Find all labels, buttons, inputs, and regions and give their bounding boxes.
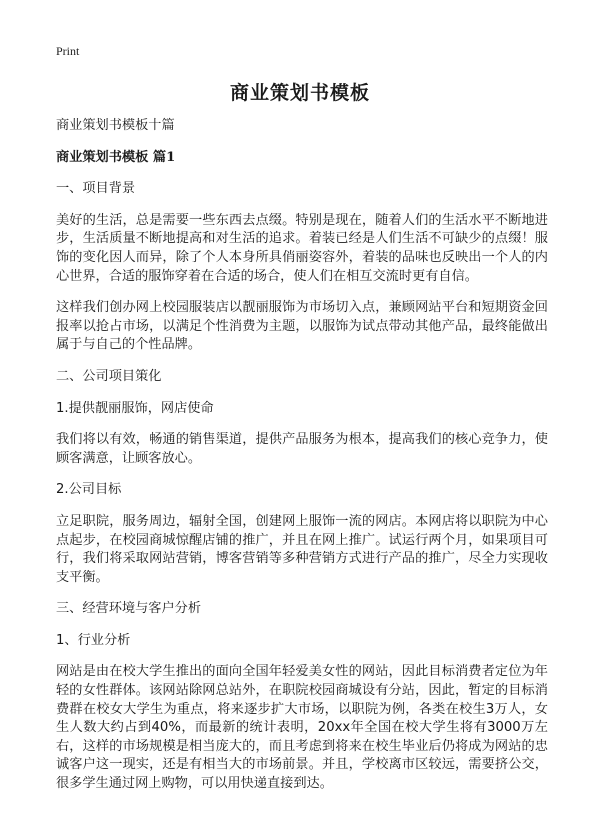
- section-title: 商业策划书模板 篇1: [56, 149, 176, 165]
- paragraph: 这样我们创办网上校园服装店以靓丽服饰为市场切入点，兼顾网站平台和短期资金回报率以抢占市场，以满足个性消费为主题，以服饰为试点带动其他产品，最终能做出属于与自己的个性品牌。: [56, 300, 548, 353]
- heading-store-mission: 1.提供靓丽服饰，网店使命: [56, 400, 214, 416]
- paragraph: 立足职院，服务周边，辐射全国，创建网上服饰一流的网店。本网店将以职院为中心点起步，在校园商城惊醒店铺的推广，并且在网上推广。试运行两个月，如果项目可行，我们将采取网站营销，博客营销等多种营销方式进行产品的推广，尽全力实现收支平衡。: [56, 513, 548, 585]
- heading-company-goals: 2.公司目标: [56, 482, 122, 498]
- heading-company-planning: 二、公司项目策化: [56, 368, 162, 384]
- heading-project-background: 一、项目背景: [56, 181, 136, 197]
- document-body: [56, 117, 548, 794]
- paragraph: 我们将以有效，畅通的销售渠道，提供产品服务为根本，提高我们的核心竞争力，使顾客满意，让顾客放心。: [56, 432, 548, 466]
- heading-industry-analysis: 1、行业分析: [56, 632, 131, 648]
- paragraph: 美好的生活，总是需要一些东西去点缀。特别是现在，随着人们的生活水平不断地进步，生活质量不断地提高和对生活的追求。着装已经是人们生活不可缺少的点缀！服饰的变化因人而异，除了个人本身所具俏丽姿容外，着装的品味也反映出一个人的内心世界，合适的服饰穿着在合适的场合，使人们在相互交流时更有自信。: [56, 212, 548, 284]
- paragraph: 网站是由在校大学生推出的面向全国年轻爱美女性的网站，因此目标消费者定位为年轻的女性群体。该网站除网总站外，在职院校园商城设有分站，因此，暂定的目标消费群在校女大学生为重点，将来逐步扩大市场，以职院为例，各类在校生3万人，女生人数大约占到40%，而最新的统计表明，20xx年全国在校大学生将有3000万左右，这样的市场规模是相当庞大的，而且考虑到将来在校生毕业后仍将成为网站的忠诚客户这一现实，还是有相当大的市场前景。并且，学校离市区较远，需要挤公交，很多学生通过网上购物，可以用快递直接到达。: [56, 664, 548, 792]
- document-subtitle: 商业策划书模板十篇: [56, 118, 175, 133]
- document-title: 商业策划书模板: [229, 82, 370, 104]
- print-link[interactable]: Print: [56, 44, 80, 58]
- heading-environment-analysis: 三、经营环境与客户分析: [56, 601, 202, 617]
